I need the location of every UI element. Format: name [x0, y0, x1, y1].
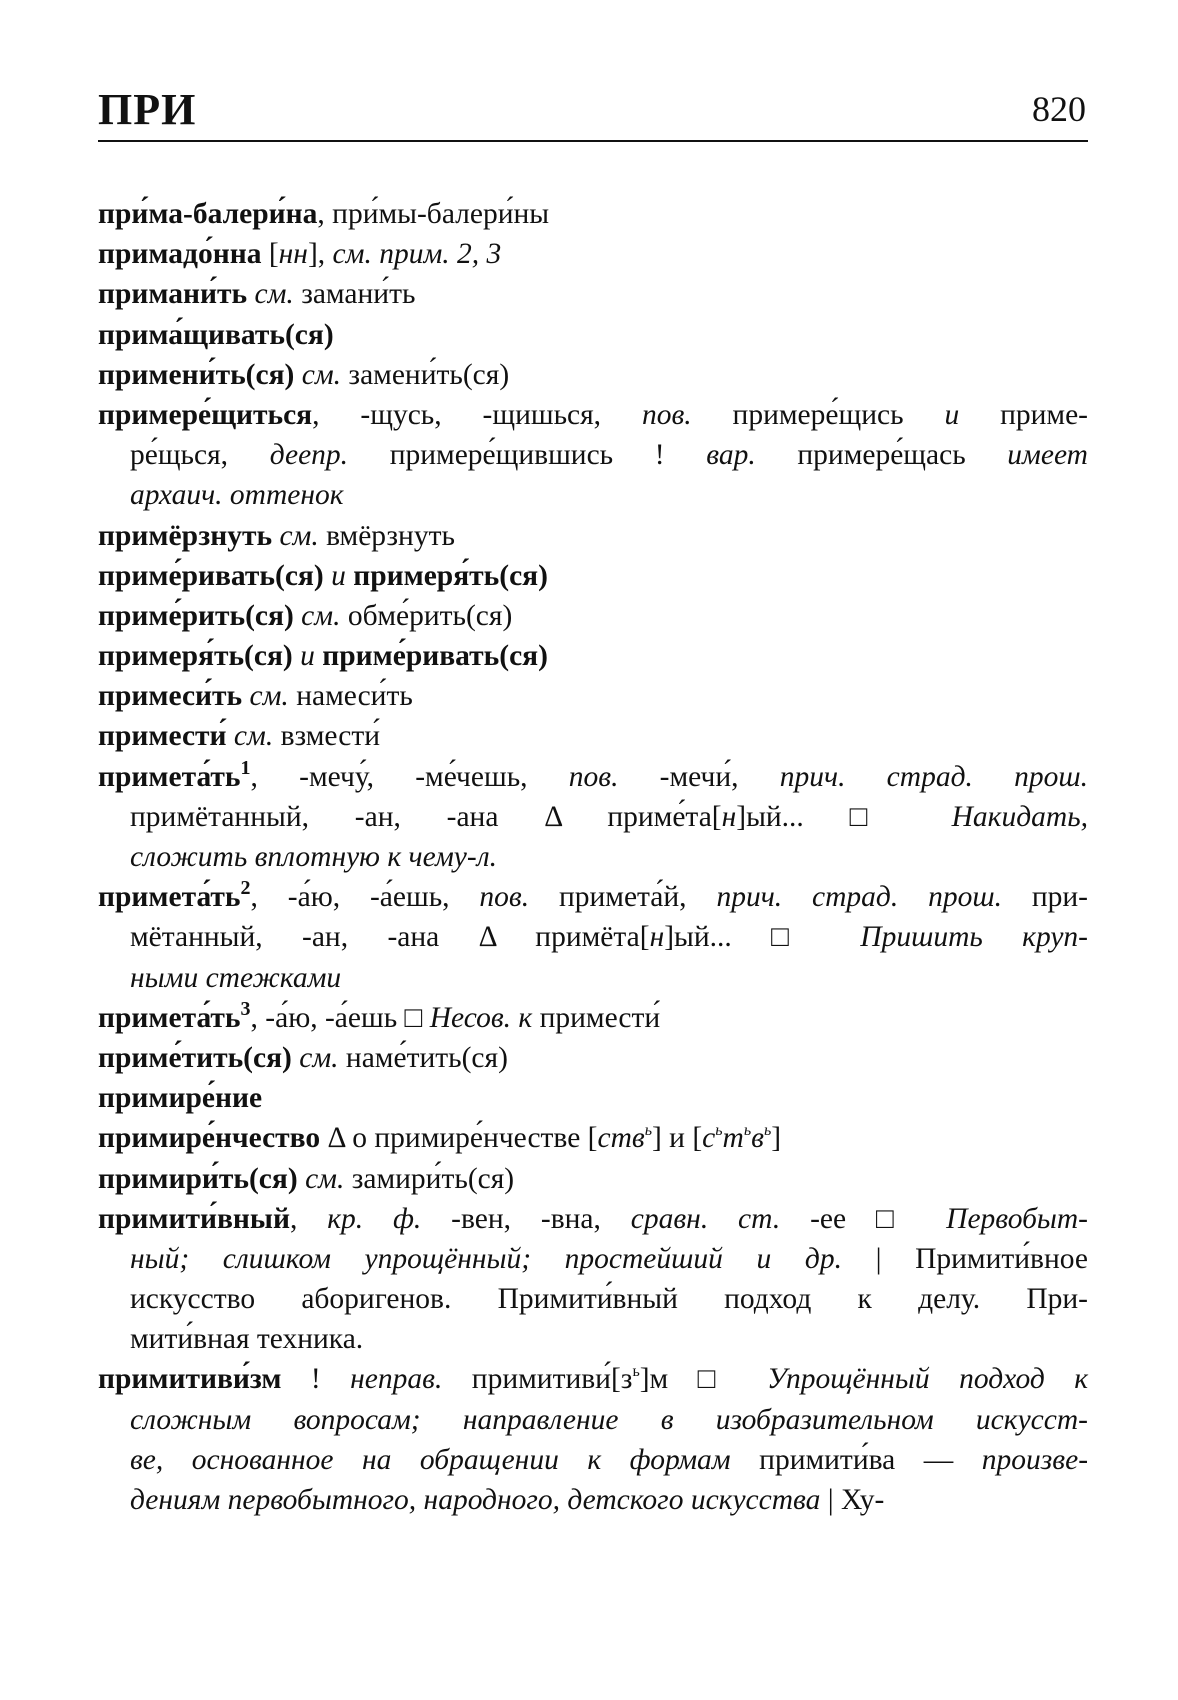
headword: примеря́ть(ся) [353, 559, 548, 592]
italic-label: Пришить круп- [860, 921, 1088, 954]
headword: примири́ть(ся) [98, 1162, 298, 1195]
entry-line [98, 998, 1088, 1038]
dictionary-entry [98, 556, 1088, 596]
entry-text: [ [261, 238, 279, 271]
entry-text: , -а́ю, -а́ешь □ [250, 1001, 430, 1034]
entry-text: примести́ [532, 1001, 661, 1034]
entry-line [98, 676, 1088, 716]
dictionary-entry [98, 596, 1088, 636]
entry-text: мётанный, -ан, -ана Δ примёта[ [130, 921, 650, 954]
entry-line [98, 716, 1088, 756]
entry-text: взмести́ [273, 720, 381, 753]
italic-label: нн [278, 238, 308, 271]
page-number: 820 [1032, 89, 1086, 129]
entry-text: , -а́ю, -а́ешь, [250, 881, 480, 914]
italic-label: т [722, 1122, 744, 1155]
entry-continuation-line [98, 837, 1088, 877]
homonym-number: 3 [240, 997, 251, 1020]
italic-label: ств [597, 1122, 645, 1155]
entry-line [98, 1038, 1088, 1078]
entry-line [98, 596, 1088, 636]
entry-text: ]ый... □ [664, 921, 861, 954]
headword: примета́ть [98, 760, 241, 793]
italic-label: см. [242, 680, 289, 713]
italic-label: см. [247, 278, 294, 311]
entry-text: примета́й, [529, 881, 717, 914]
headword: примити́вный [98, 1202, 290, 1235]
entry-continuation-line [98, 475, 1088, 515]
italic-label: см. прим. 2, 3 [332, 238, 502, 271]
entry-line [98, 877, 1088, 917]
dictionary-entry [98, 1118, 1088, 1158]
entry-text: -вен, -вна, [421, 1202, 631, 1235]
entry-text: | Ху- [820, 1484, 885, 1516]
dictionary-entry [98, 676, 1088, 716]
dictionary-entry [98, 1159, 1088, 1199]
headword: примёрзнуть [98, 519, 273, 552]
headword: примета́ть [98, 1001, 241, 1034]
headword: прима́щивать(ся) [98, 318, 334, 351]
italic-label: н [721, 800, 737, 833]
soft-mark: ь [715, 1122, 723, 1140]
headword: примеря́ть(ся) [98, 640, 293, 673]
entry-text: замири́ть(ся) [344, 1162, 515, 1195]
entry-line [98, 315, 1088, 355]
entry-continuation-line [98, 1480, 1088, 1520]
italic-label: Накидать, [951, 800, 1088, 833]
italic-label: см. [291, 1041, 339, 1074]
soft-mark: ь [763, 1122, 772, 1140]
entry-text: замени́ть(ся) [341, 358, 510, 391]
entry-continuation-line [98, 435, 1088, 475]
italic-label: архаич. оттенок [130, 479, 344, 512]
entry-line [98, 395, 1088, 435]
headword: приме́рить(ся) [98, 599, 294, 632]
entry-text: вмёрзнуть [318, 519, 455, 552]
italic-label: н [649, 921, 665, 954]
italic-label: Несов. к [429, 1001, 533, 1034]
headword: приме́тить(ся) [98, 1041, 292, 1074]
entry-continuation-line [98, 1279, 1088, 1319]
entry-text: ], [307, 238, 333, 271]
headword: примени́ть(ся) [98, 358, 295, 391]
entry-text: Δ о примире́нчестве [ [320, 1122, 598, 1155]
entry-text: примере́щись [691, 398, 945, 431]
italic-label: ве, основанное на обращении к формам [130, 1443, 731, 1476]
dictionary-entry [98, 716, 1088, 756]
italic-label: с [702, 1122, 716, 1155]
dictionary-entry [98, 1038, 1088, 1078]
entry-line [98, 556, 1088, 596]
entry-text: примере́щась [755, 439, 1008, 472]
italic-label: в [751, 1122, 764, 1155]
italic-label: см. [272, 519, 319, 552]
italic-label: пов. [479, 881, 530, 914]
entry-line [98, 234, 1088, 274]
italic-label: дениям первобытного, народного, детского искусства [130, 1484, 821, 1516]
headword: примере́щиться [98, 398, 313, 431]
italic-label: см. [297, 1162, 345, 1195]
entry-text: мити́вная техника. [130, 1323, 364, 1356]
entry-continuation-line [98, 1440, 1088, 1480]
headword: примета́ть [98, 881, 241, 914]
italic-label: и [944, 398, 960, 431]
headword: примани́ть [98, 278, 248, 311]
homonym-number: 1 [240, 756, 251, 779]
italic-label: сложить вплотную к чему-л. [130, 841, 497, 873]
dictionary-entry [98, 1359, 1088, 1520]
entry-text: , [289, 1202, 328, 1235]
italic-label: деепр. [269, 439, 349, 472]
italic-label: прич. страд. прош. [716, 881, 1002, 914]
entry-text: примитиви́[з [442, 1363, 633, 1396]
entry-text: примётанный, -ан, -ана Δ приме́та[ [130, 800, 722, 833]
entry-text: -ее □ [780, 1202, 947, 1235]
dictionary-entry [98, 315, 1088, 355]
italic-label: вар. [706, 439, 756, 472]
dictionary-entry [98, 355, 1088, 395]
italic-label: и [323, 559, 354, 592]
italic-label: Упрощённый подход к [767, 1363, 1088, 1396]
dictionary-entry [98, 395, 1088, 516]
entry-line [98, 355, 1088, 395]
entry-text: ] [771, 1122, 782, 1155]
italic-label: имеет [1007, 439, 1088, 472]
italic-label: кр. ф. [327, 1202, 422, 1235]
entry-text: наме́тить(ся) [338, 1041, 508, 1074]
entry-text: приме- [959, 398, 1088, 431]
entry-line [98, 516, 1088, 556]
soft-mark: ь [644, 1122, 652, 1140]
guide-word: ПРИ [98, 85, 197, 134]
dictionary-entry [98, 1078, 1088, 1118]
entry-text: намеси́ть [288, 680, 413, 713]
dictionary-entry [98, 1199, 1088, 1360]
dictionary-entry [98, 636, 1088, 676]
italic-label: см. [293, 599, 341, 632]
headword: примести́ [98, 720, 227, 753]
entry-text: ]ый... □ [736, 800, 952, 833]
headword: примире́нчество [98, 1122, 321, 1155]
entry-continuation-line [98, 1400, 1088, 1440]
entry-line [98, 1118, 1088, 1158]
italic-label: см. [226, 720, 274, 753]
italic-label: Первобыт- [946, 1202, 1089, 1235]
italic-label: прич. страд. прош. [779, 760, 1088, 793]
entry-continuation-line [98, 958, 1088, 998]
dictionary-entry [98, 998, 1088, 1038]
dictionary-entry [98, 234, 1088, 274]
italic-label: произве- [981, 1443, 1089, 1476]
headword: приме́ривать(ся) [322, 640, 548, 673]
homonym-number: 2 [240, 877, 251, 900]
italic-label: ный; слишком упрощённый; простейший и др. [130, 1242, 842, 1275]
entry-line [98, 757, 1088, 797]
entry-continuation-line [98, 917, 1088, 957]
entry-text: , -щусь, -щишься, [312, 398, 642, 431]
italic-label: сравн. ст. [630, 1202, 781, 1235]
soft-mark: ь [743, 1122, 752, 1140]
dictionary-entry [98, 516, 1088, 556]
dictionary-entry [98, 877, 1088, 998]
dictionary-entry [98, 194, 1088, 234]
entry-continuation-line [98, 1239, 1088, 1279]
entry-text: , -мечу́, -ме́чешь, [250, 760, 569, 793]
entry-text: | Примити́вное [841, 1242, 1088, 1275]
entry-text: примити́ва — [730, 1443, 982, 1476]
italic-label: пов. [641, 398, 692, 431]
entry-text: ]м □ [639, 1363, 767, 1396]
headword: приме́ривать(ся) [98, 559, 324, 592]
entry-line [98, 274, 1088, 314]
dictionary-entry [98, 757, 1088, 878]
italic-label: и [292, 640, 323, 673]
headword: примитиви́зм [98, 1363, 282, 1396]
headword: примире́ние [98, 1082, 263, 1115]
entry-text: ре́щься, [130, 439, 270, 472]
italic-label: неправ. [350, 1363, 443, 1396]
entry-line [98, 1359, 1088, 1399]
italic-label: см. [294, 358, 342, 391]
italic-label: ными стежками [130, 961, 342, 994]
dictionary-entry [98, 274, 1088, 314]
entry-text: примере́щившись ! [348, 439, 707, 472]
soft-mark: ь [632, 1363, 640, 1381]
headword: примеси́ть [98, 680, 243, 713]
entry-line [98, 636, 1088, 676]
entry-text: -мечи́, [618, 760, 780, 793]
dictionary-entries [98, 194, 1088, 1520]
entry-text: при- [1001, 881, 1088, 914]
entry-line [98, 1199, 1088, 1239]
entry-continuation-line [98, 797, 1088, 837]
entry-text: искусство аборигенов. Примити́вный подход к делу. При- [130, 1283, 1088, 1316]
entry-text: обме́рить(ся) [340, 599, 513, 632]
entry-text: ! [281, 1363, 351, 1396]
italic-label: сложным вопросам; направление в изобразительном искусст- [130, 1403, 1088, 1436]
headword: при́ма-балери́на [98, 198, 318, 230]
entry-text: замани́ть [293, 278, 416, 311]
entry-text: , при́мы-балери́ны [317, 198, 550, 230]
header-rule [98, 140, 1088, 142]
italic-label: пов. [568, 760, 619, 793]
entry-text: ] и [ [651, 1122, 703, 1155]
entry-line [98, 194, 1088, 234]
headword: примадо́нна [98, 238, 262, 271]
entry-line [98, 1159, 1088, 1199]
entry-line [98, 1078, 1088, 1118]
entry-continuation-line [98, 1319, 1088, 1359]
